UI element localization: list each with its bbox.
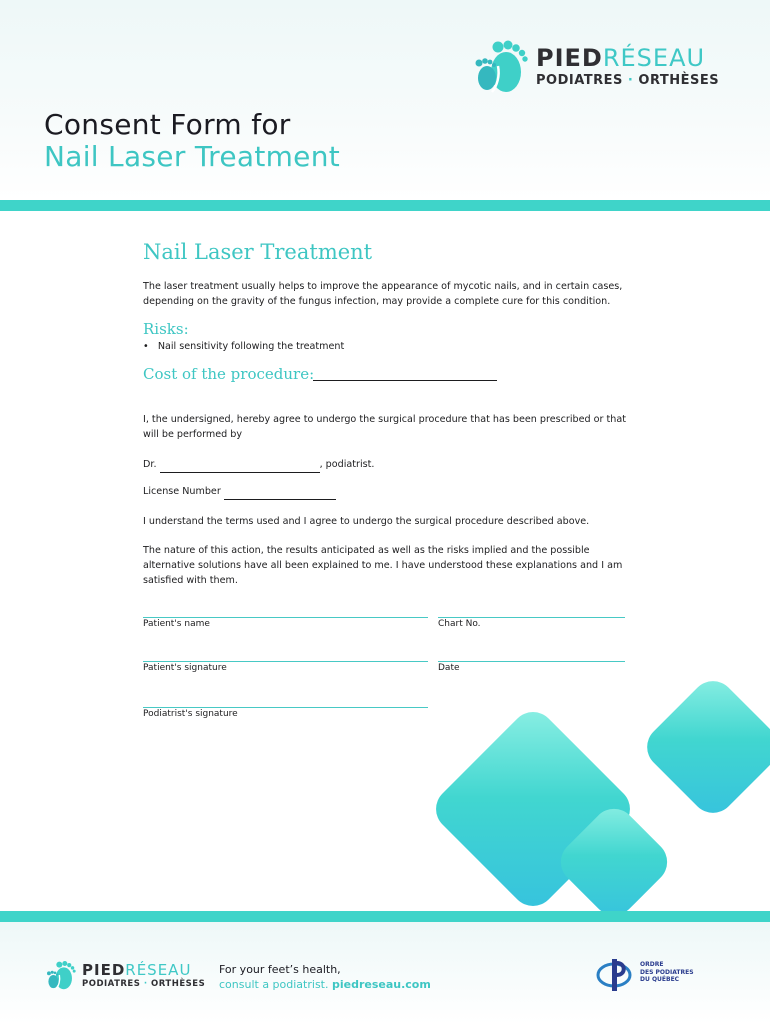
odpq-line1: ORDRE [640,961,664,968]
brand-dot: · [627,72,634,88]
chart-no-field[interactable] [438,617,625,618]
odpq-emblem-icon [596,955,636,995]
license-line [143,484,643,500]
dr-prefix: Dr. [143,459,157,470]
date-label: Date [438,663,460,673]
piedreseau-logo [470,36,719,96]
doctor-line [143,457,643,473]
decorative-diamond-right [638,672,770,822]
brand-ortheses: ORTHÈSES [638,72,720,88]
podiatrist-signature-label: Podiatrist's signature [143,709,238,719]
cost-label: Cost of the procedure: [143,365,315,383]
patient-signature-label: Patient's signature [143,663,227,673]
brand-ortheses: ORTHÈSES [151,978,206,989]
risk-item: Nail sensitivity following the treatment [157,341,345,352]
chart-no-label: Chart No. [438,619,481,629]
page-title-line2: Nail Laser Treatment [44,140,341,173]
bullet-icon: • [143,341,149,352]
odpq-line2: DES PODIATRES [640,968,694,976]
bottom-divider-band [0,911,770,922]
intro-paragraph: The laser treatment usually helps to improve the appearance of mycotic nails, and in certain cases, depending on the gravity of the fungus infection, may provide a complete cure for this condition. [143,281,623,307]
page-title-line1: Consent Form for [44,108,291,141]
doctor-name-field[interactable] [160,457,320,473]
agreement-paragraph: I, the undersigned, hereby agree to undergo the surgical procedure that has been prescribed or that will be performed by [143,414,627,440]
brand-dot: · [143,978,148,989]
brand-podiatres: PODIATRES [536,72,623,88]
license-number-field[interactable] [224,484,336,500]
footer-tagline [219,962,431,992]
brand-pied: PIED [82,960,126,979]
footer-piedreseau-logo [44,958,205,992]
patient-signature-field[interactable] [143,661,428,662]
podiatrist-signature-field[interactable] [143,707,428,708]
nature-paragraph: The nature of this action, the results anticipated as well as the risks implied and the possible alternative solutions have all been explained to me. I have understood these explanations and I am satisfied with them. [143,545,623,586]
brand-reseau: RÉSEAU [602,43,706,72]
risks-title: Risks: [143,320,189,338]
dr-suffix: , podiatrist. [319,459,375,470]
odpq-line3: DU QUÉBEC [640,976,680,983]
risks-list [143,339,643,354]
top-divider-band [0,200,770,211]
website-link[interactable]: piedreseau.com [331,978,431,991]
feet-logo-icon [44,958,78,992]
feet-logo-icon [470,36,532,96]
brand-reseau: RÉSEAU [125,960,192,979]
patient-name-label: Patient's name [143,619,210,629]
odpq-logo [596,955,694,995]
patient-name-field[interactable] [143,617,428,618]
tagline-line1: For your feet’s health, [219,963,341,976]
understand-paragraph: I understand the terms used and I agree to undergo the surgical procedure described above. [143,516,590,527]
tagline-line2: consult a podiatrist. [219,978,329,991]
section-title: Nail Laser Treatment [143,240,373,264]
license-label: License Number [143,486,221,497]
cost-input-line[interactable] [313,380,497,381]
brand-podiatres: PODIATRES [82,978,141,989]
brand-pied: PIED [536,43,603,72]
date-field[interactable] [438,661,625,662]
